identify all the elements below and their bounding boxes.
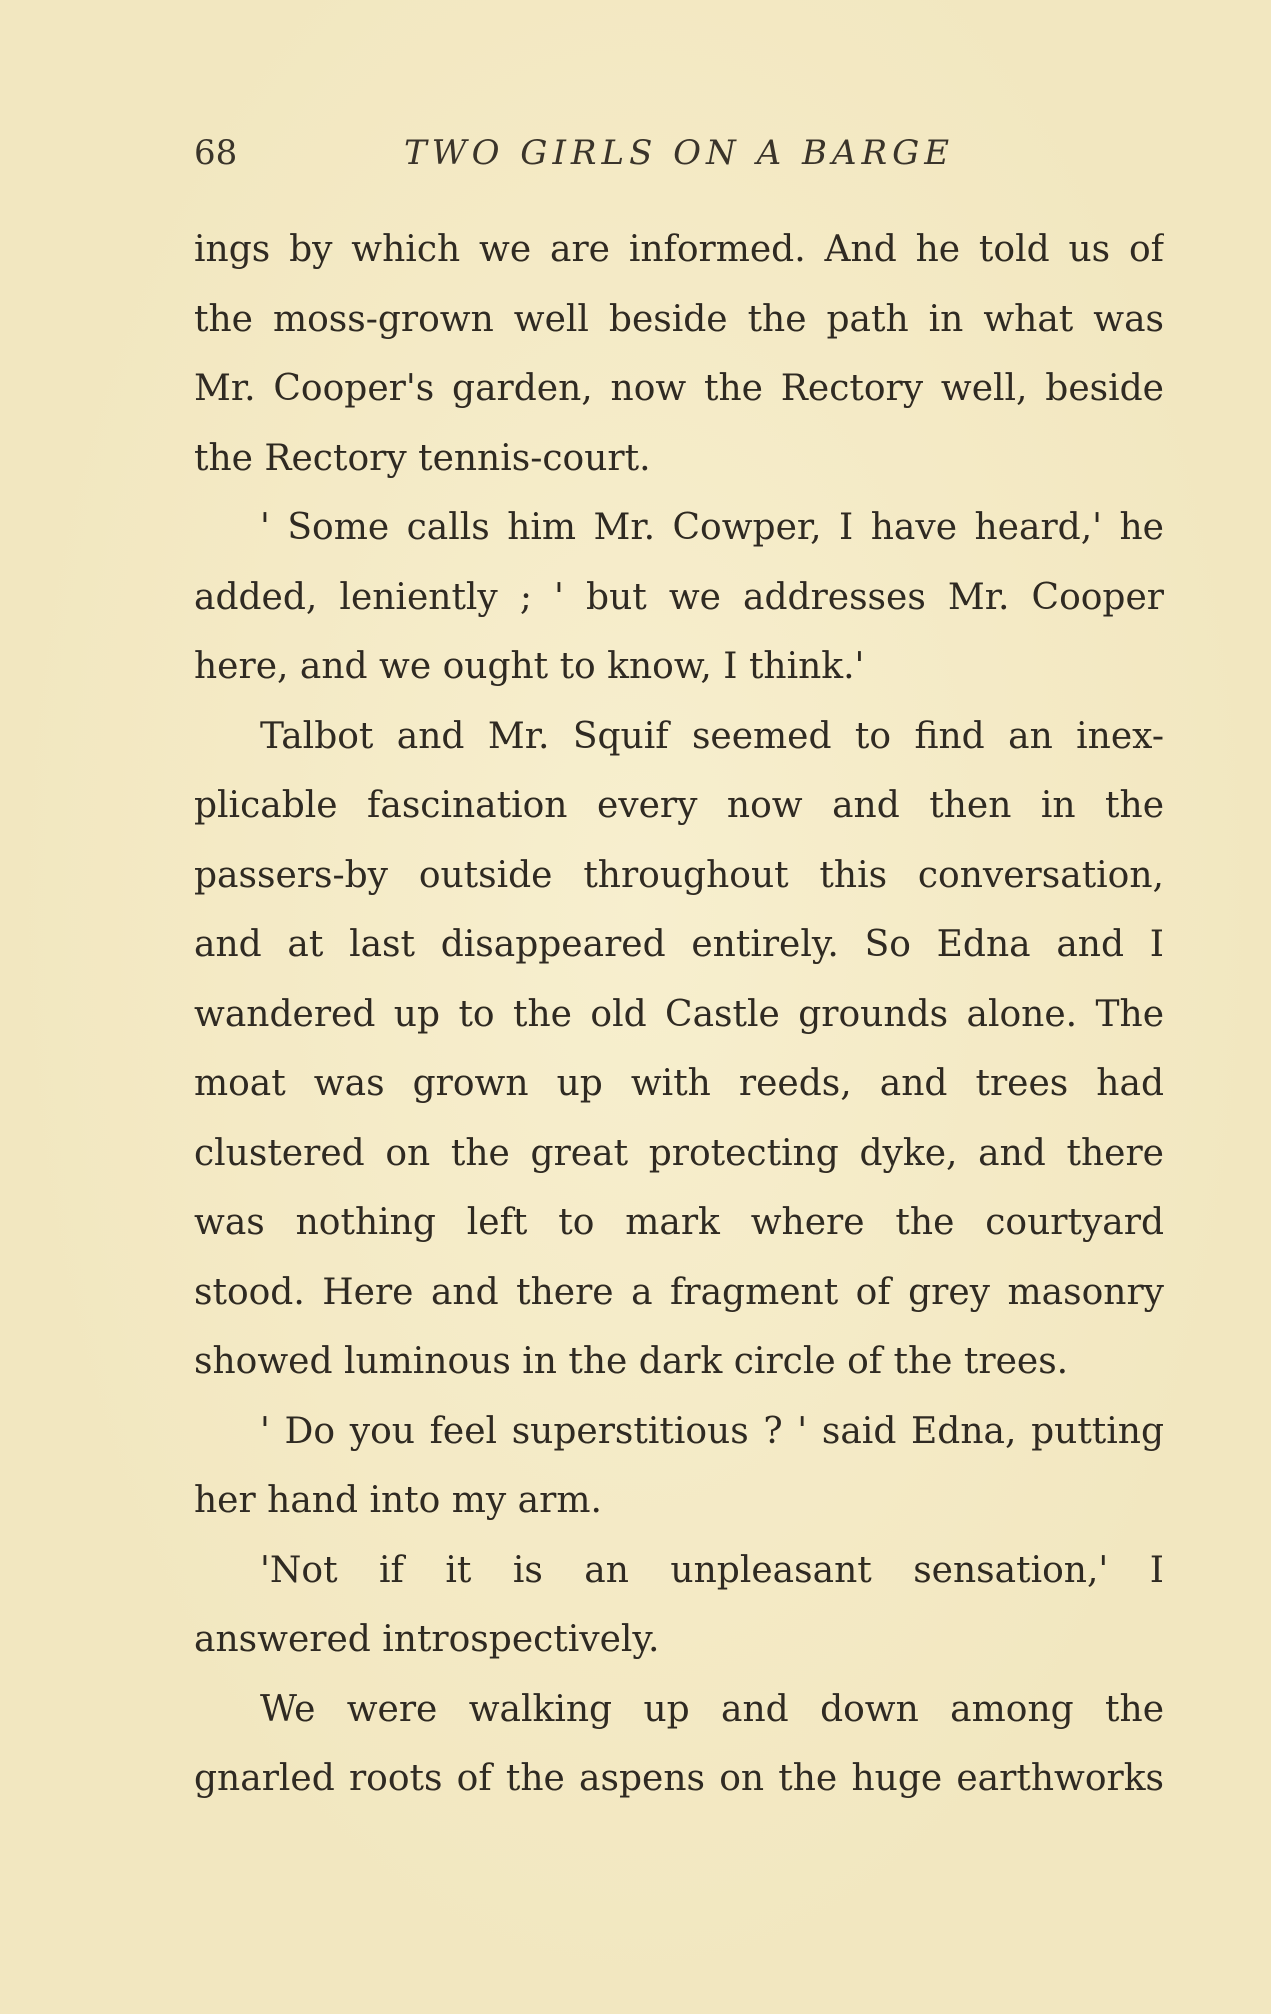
text-line: here, and we ought to know, I think.'	[194, 646, 865, 687]
text-line: showed luminous in the dark circle of the trees.	[194, 1341, 1069, 1382]
text-line: Mr. Cooper's garden, now the Rectory well, beside	[194, 368, 1164, 409]
text-line: stood. Here and there a fragment of grey masonry	[194, 1271, 1164, 1313]
text-line: gnarled roots of the aspens on the huge earthworks	[194, 1758, 1164, 1799]
running-title: TWO GIRLS ON A BARGE	[404, 133, 955, 173]
text-line: ings by which we are informed. And he told us of	[194, 229, 1164, 270]
running-head	[194, 128, 1179, 178]
text-line: Talbot and Mr. Squif seemed to find an inex-	[260, 715, 1164, 757]
text-line: 'Not if it is an unpleasant sensation,' I	[260, 1549, 1164, 1591]
text-line: answered introspectively.	[194, 1619, 660, 1660]
text-line: ' Some calls him Mr. Cowper, I have heard,' he	[260, 507, 1164, 548]
text-line: We were walking up and down among the	[260, 1688, 1164, 1730]
text-line: added, leniently ; ' but we addresses Mr. Cooper	[194, 576, 1164, 618]
text-line: was nothing left to mark where the courtyard	[194, 1202, 1164, 1243]
text-line: plicable fascination every now and then in the	[194, 785, 1164, 826]
page-number: 68	[194, 133, 238, 173]
text-line: passers-by outside throughout this conversation,	[194, 854, 1164, 896]
text-line: her hand into my arm.	[194, 1480, 602, 1521]
text-line: moat was grown up with reeds, and trees had	[194, 1063, 1164, 1104]
text-line: clustered on the great protecting dyke, and there	[194, 1132, 1164, 1174]
text-line: ' Do you feel superstitious ? ' said Edna, putting	[260, 1410, 1164, 1452]
body-text	[194, 215, 1164, 1814]
text-line: and at last disappeared entirely. So Edna and I	[194, 924, 1164, 965]
text-line: the Rectory tennis-court.	[194, 437, 651, 479]
text-line: wandered up to the old Castle grounds alone. The	[194, 993, 1164, 1035]
text-line: the moss-grown well beside the path in what was	[194, 298, 1164, 340]
